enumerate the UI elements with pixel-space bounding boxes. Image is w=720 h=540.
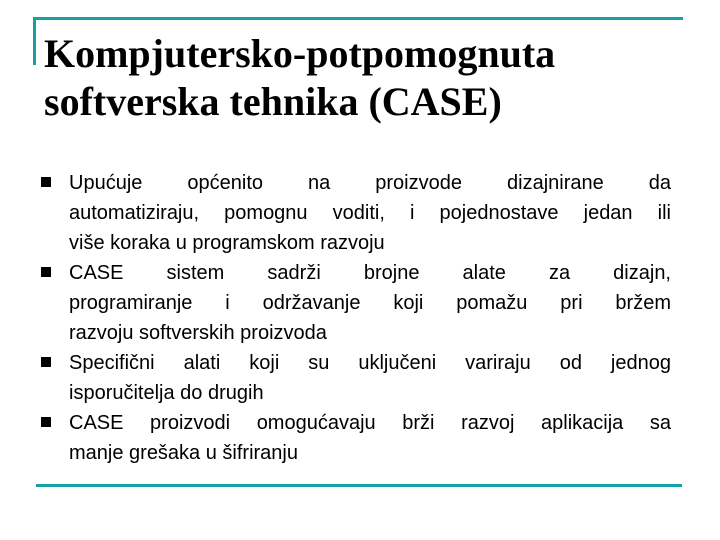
square-bullet-icon — [41, 417, 51, 427]
bullet-1-line-1: Upućuje općenito na proizvode dizajnirane da — [69, 172, 671, 194]
bullet-list — [0, 168, 720, 468]
bullet-item-4 — [0, 408, 720, 468]
bullet-text-1 — [69, 168, 671, 258]
bullet-1-line-2: automatiziraju, pomognu voditi, i pojednostave jedan ili — [69, 202, 671, 224]
bullet-2-line-1: CASE sistem sadrži brojne alate za dizajn, — [69, 262, 671, 284]
bullet-2-line-3: razvoju softverskih proizvoda — [69, 322, 327, 344]
square-bullet-icon — [41, 177, 51, 187]
bullet-text-3 — [69, 348, 671, 408]
bullet-4-line-2: manje grešaka u šifriranju — [69, 442, 298, 464]
slide-title — [44, 30, 684, 126]
bullet-text-2 — [69, 258, 671, 348]
slide-title-line-2: softverska tehnika (CASE) — [44, 79, 502, 124]
bullet-item-2 — [0, 258, 720, 348]
square-bullet-icon — [41, 267, 51, 277]
slide-title-line-1: Kompjutersko-potpomognuta — [44, 31, 556, 76]
bullet-3-line-1: Specifični alati koji su uključeni variraju od jednog — [69, 352, 671, 374]
frame-left-line — [33, 17, 36, 65]
bullet-text-4 — [69, 408, 671, 468]
bullet-2-line-2: programiranje i održavanje koji pomažu pri bržem — [69, 292, 671, 314]
frame-bottom-line — [36, 484, 682, 487]
bullet-1-line-3: više koraka u programskom razvoju — [69, 232, 385, 254]
bullet-item-3 — [0, 348, 720, 408]
bullet-item-1 — [0, 168, 720, 258]
frame-top-line — [33, 17, 683, 20]
bullet-4-line-1: CASE proizvodi omogućavaju brži razvoj aplikacija sa — [69, 412, 671, 434]
bullet-3-line-2: isporučitelja do drugih — [69, 382, 264, 404]
square-bullet-icon — [41, 357, 51, 367]
